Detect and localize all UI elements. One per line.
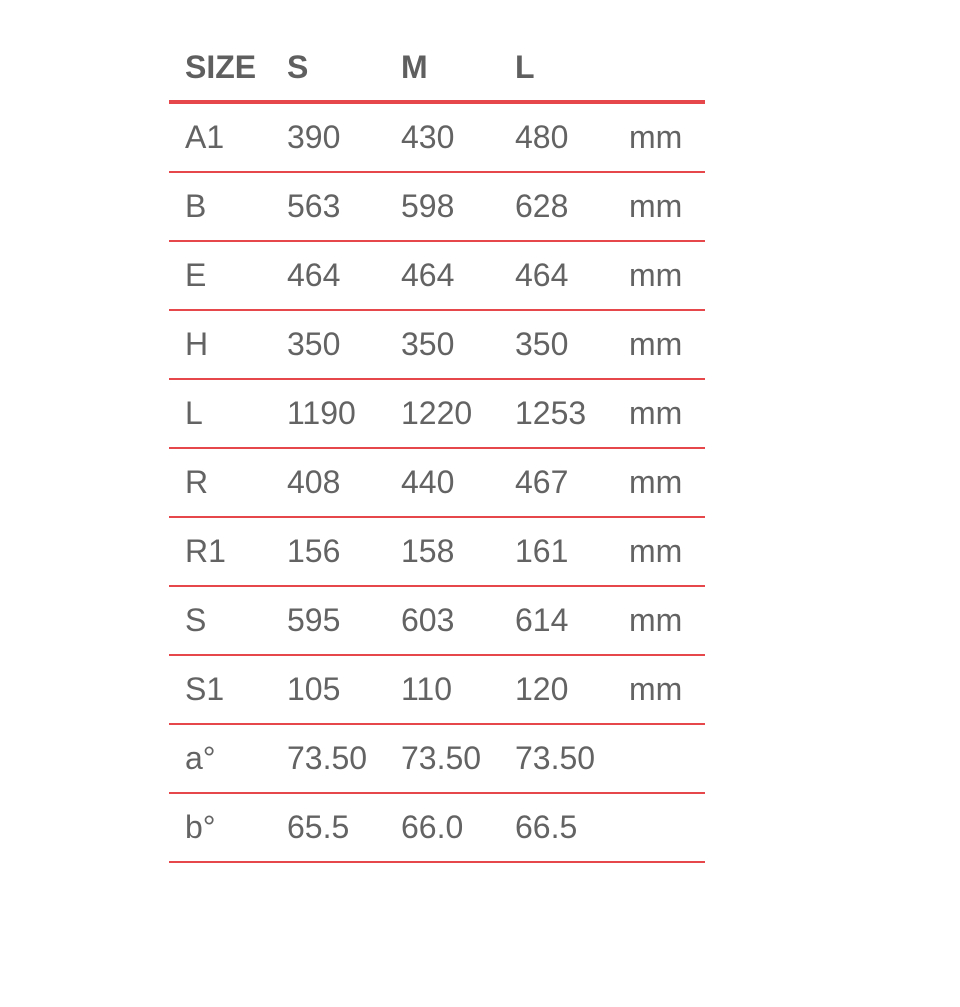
size-header: SIZE <box>169 34 287 102</box>
table-body <box>169 102 705 862</box>
table-row <box>169 310 705 379</box>
value-s: 408 <box>287 448 401 517</box>
value-l: 628 <box>515 172 629 241</box>
unit: mm <box>629 102 705 172</box>
table-row <box>169 655 705 724</box>
size-s-header: S <box>287 34 401 102</box>
value-s: 390 <box>287 102 401 172</box>
row-label: H <box>169 310 287 379</box>
geometry-table <box>169 34 705 863</box>
row-label: R <box>169 448 287 517</box>
value-l: 480 <box>515 102 629 172</box>
row-label: E <box>169 241 287 310</box>
value-m: 66.0 <box>401 793 515 862</box>
value-m: 1220 <box>401 379 515 448</box>
table-row <box>169 241 705 310</box>
value-l: 120 <box>515 655 629 724</box>
table-row <box>169 724 705 793</box>
unit: mm <box>629 517 705 586</box>
value-m: 598 <box>401 172 515 241</box>
table-row <box>169 102 705 172</box>
unit: mm <box>629 241 705 310</box>
unit <box>629 793 705 862</box>
value-l: 161 <box>515 517 629 586</box>
table-row <box>169 448 705 517</box>
table-row <box>169 586 705 655</box>
value-m: 440 <box>401 448 515 517</box>
value-s: 1190 <box>287 379 401 448</box>
value-s: 595 <box>287 586 401 655</box>
value-l: 73.50 <box>515 724 629 793</box>
value-s: 350 <box>287 310 401 379</box>
value-m: 158 <box>401 517 515 586</box>
unit-header <box>629 34 705 102</box>
value-s: 563 <box>287 172 401 241</box>
value-l: 350 <box>515 310 629 379</box>
value-m: 73.50 <box>401 724 515 793</box>
table-row <box>169 379 705 448</box>
unit <box>629 724 705 793</box>
row-label: b° <box>169 793 287 862</box>
value-s: 65.5 <box>287 793 401 862</box>
value-s: 105 <box>287 655 401 724</box>
row-label: a° <box>169 724 287 793</box>
value-m: 430 <box>401 102 515 172</box>
value-l: 467 <box>515 448 629 517</box>
row-label: S <box>169 586 287 655</box>
table-row <box>169 172 705 241</box>
value-l: 614 <box>515 586 629 655</box>
size-m-header: M <box>401 34 515 102</box>
header-row <box>169 34 705 102</box>
value-s: 156 <box>287 517 401 586</box>
value-s: 73.50 <box>287 724 401 793</box>
unit: mm <box>629 379 705 448</box>
unit: mm <box>629 172 705 241</box>
unit: mm <box>629 655 705 724</box>
row-label: S1 <box>169 655 287 724</box>
table-header <box>169 34 705 102</box>
row-label: B <box>169 172 287 241</box>
value-m: 110 <box>401 655 515 724</box>
unit: mm <box>629 448 705 517</box>
row-label: R1 <box>169 517 287 586</box>
value-m: 603 <box>401 586 515 655</box>
value-l: 1253 <box>515 379 629 448</box>
table-row <box>169 517 705 586</box>
value-m: 350 <box>401 310 515 379</box>
unit: mm <box>629 586 705 655</box>
size-l-header: L <box>515 34 629 102</box>
table-row <box>169 793 705 862</box>
value-l: 66.5 <box>515 793 629 862</box>
unit: mm <box>629 310 705 379</box>
value-s: 464 <box>287 241 401 310</box>
value-m: 464 <box>401 241 515 310</box>
row-label: L <box>169 379 287 448</box>
value-l: 464 <box>515 241 629 310</box>
row-label: A1 <box>169 102 287 172</box>
